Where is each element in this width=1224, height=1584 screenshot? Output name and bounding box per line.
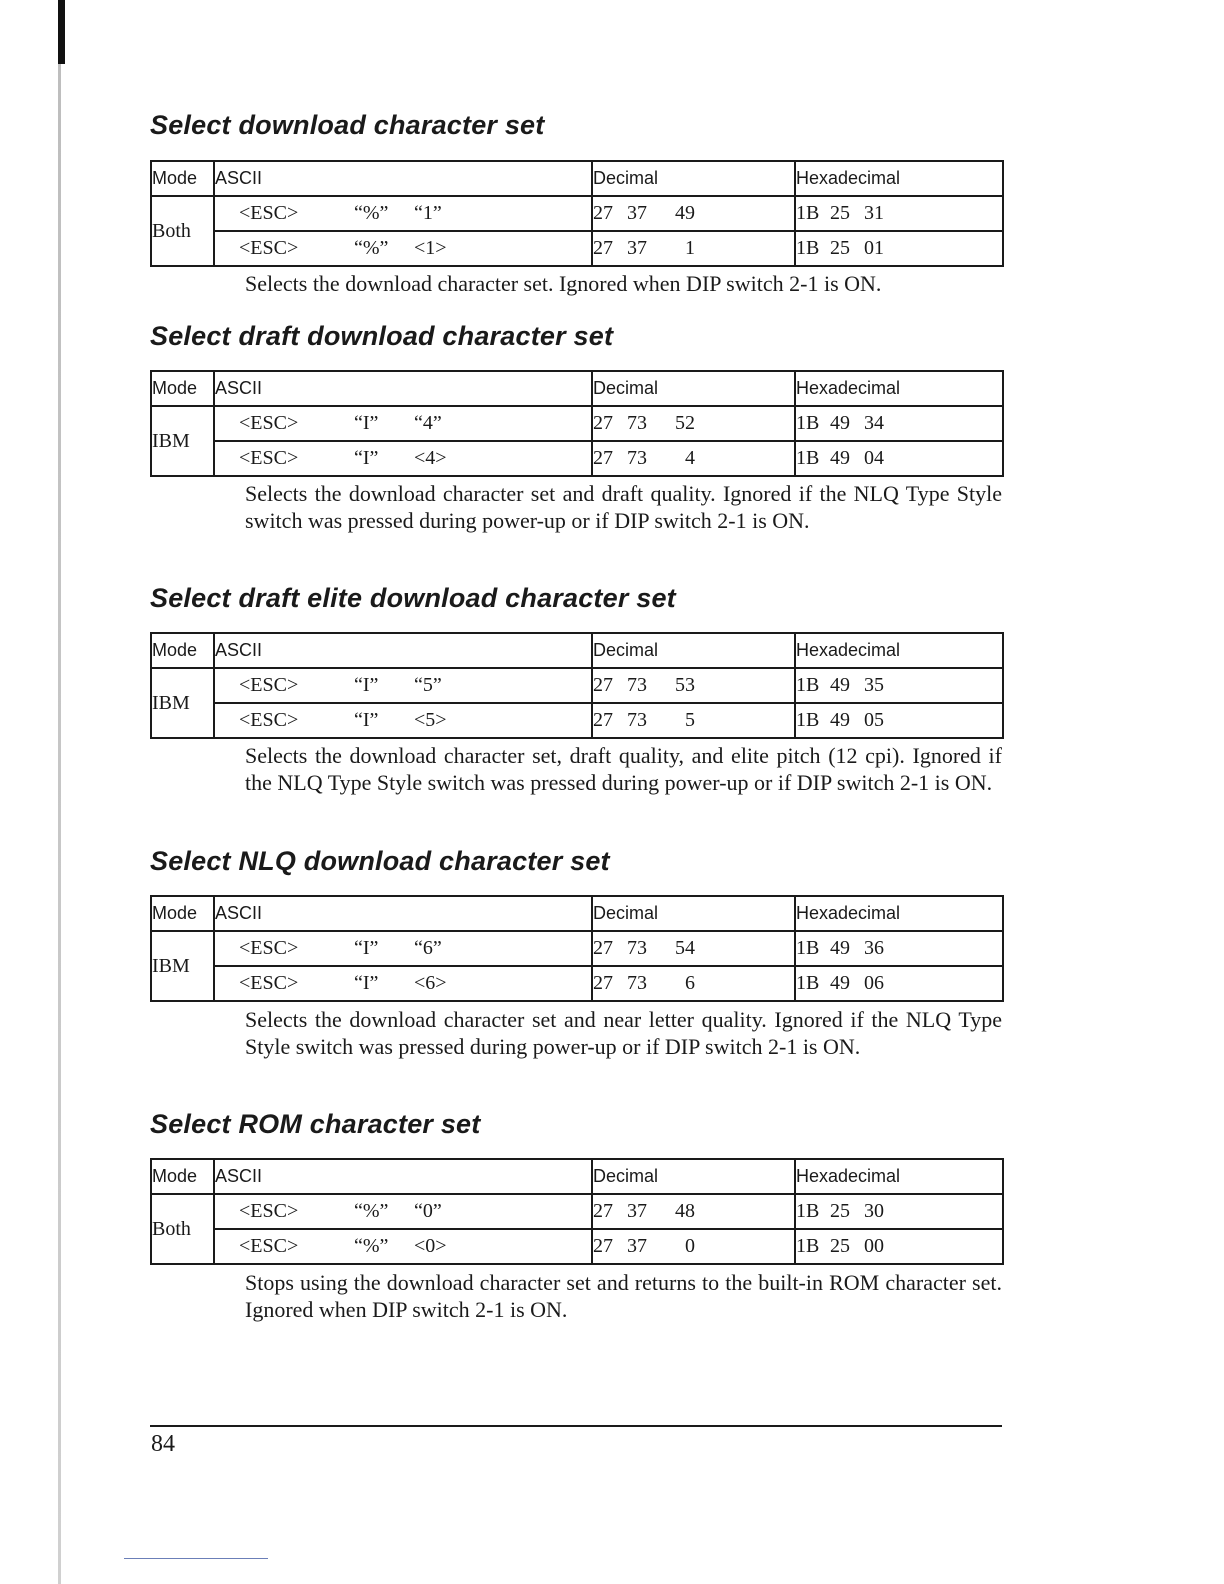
mode-cell: IBM [151,406,214,476]
hex-cell: 1B 49 04 [795,441,1003,476]
header-ascii: ASCII [214,633,592,668]
ascii-cell: <ESC> “%” “1” [214,196,592,231]
decimal-cell: 27 73 4 [592,441,795,476]
header-hex: Hexadecimal [795,633,1003,668]
header-decimal: Decimal [592,371,795,406]
command-table [150,160,1004,267]
ascii-cell: <ESC> “%” “0” [214,1194,592,1229]
section-title: Select download character set [150,110,545,140]
hex-cell: 1B 25 31 [795,196,1003,231]
section-description: Stops using the download character set and returns to the built-in ROM character set. Ignored when DIP switch 2-1 is ON. [245,1270,1002,1322]
header-ascii: ASCII [214,161,592,196]
section-description: Selects the download character set and near letter quality. Ignored if the NLQ Type Style switch was pressed during power-up or if DIP switch 2-1 is ON. [245,1007,1002,1059]
command-table [150,632,1004,739]
header-mode: Mode [151,896,214,931]
mode-cell: IBM [151,931,214,1001]
header-decimal: Decimal [592,1159,795,1194]
decimal-cell: 27 73 54 [592,931,795,966]
header-hex: Hexadecimal [795,896,1003,931]
hex-cell: 1B 25 00 [795,1229,1003,1264]
table-row [151,931,1003,966]
table-row [151,406,1003,441]
mode-cell: Both [151,196,214,266]
table-row [151,196,1003,231]
ascii-cell: <ESC> “%” <1> [214,231,592,266]
header-ascii: ASCII [214,1159,592,1194]
decimal-cell: 27 73 53 [592,668,795,703]
header-hex: Hexadecimal [795,1159,1003,1194]
command-table [150,370,1004,477]
hex-cell: 1B 25 30 [795,1194,1003,1229]
hex-cell: 1B 49 35 [795,668,1003,703]
hex-cell: 1B 49 06 [795,966,1003,1001]
table-header-row [151,896,1003,931]
hex-cell: 1B 49 05 [795,703,1003,738]
section-title: Select NLQ download character set [150,846,610,876]
command-table [150,895,1004,1002]
decimal-cell: 27 73 6 [592,966,795,1001]
header-decimal: Decimal [592,161,795,196]
mode-cell: IBM [151,668,214,738]
binding-edge [58,0,61,1584]
hex-cell: 1B 25 01 [795,231,1003,266]
table-row [151,1194,1003,1229]
section-title: Select ROM character set [150,1109,481,1139]
hex-cell: 1B 49 36 [795,931,1003,966]
decimal-cell: 27 37 48 [592,1194,795,1229]
section-title: Select draft download character set [150,321,614,351]
header-hex: Hexadecimal [795,161,1003,196]
header-mode: Mode [151,633,214,668]
table-header-row [151,161,1003,196]
table-row [151,668,1003,703]
header-hex: Hexadecimal [795,371,1003,406]
ascii-cell: <ESC> “I” “6” [214,931,592,966]
header-mode: Mode [151,161,214,196]
decimal-cell: 27 37 49 [592,196,795,231]
bottom-edge-line [124,1558,268,1559]
hex-cell: 1B 49 34 [795,406,1003,441]
section-description: Selects the download character set, draft quality, and elite pitch (12 cpi). Ignored if the NLQ Type Style switch was pressed during power-up or if DIP switch 2-1 is ON. [245,743,1002,795]
mode-cell: Both [151,1194,214,1264]
command-table [150,1158,1004,1265]
table-row [151,231,1003,266]
ascii-cell: <ESC> “I” <5> [214,703,592,738]
decimal-cell: 27 73 52 [592,406,795,441]
table-row [151,441,1003,476]
table-row [151,966,1003,1001]
section-description: Selects the download character set and draft quality. Ignored if the NLQ Type Style switch was pressed during power-up or if DIP switch 2-1 is ON. [245,481,1002,533]
table-row [151,703,1003,738]
table-header-row [151,1159,1003,1194]
section-title: Select draft elite download character set [150,583,676,613]
header-decimal: Decimal [592,633,795,668]
table-header-row [151,633,1003,668]
ascii-cell: <ESC> “I” <6> [214,966,592,1001]
header-ascii: ASCII [214,896,592,931]
ascii-cell: <ESC> “I” <4> [214,441,592,476]
header-decimal: Decimal [592,896,795,931]
decimal-cell: 27 37 1 [592,231,795,266]
ascii-cell: <ESC> “%” <0> [214,1229,592,1264]
decimal-cell: 27 37 0 [592,1229,795,1264]
header-mode: Mode [151,371,214,406]
page-number: 84 [151,1431,175,1457]
ascii-cell: <ESC> “I” “4” [214,406,592,441]
ascii-cell: <ESC> “I” “5” [214,668,592,703]
binding-mark [58,0,65,64]
table-header-row [151,371,1003,406]
footer-rule [150,1425,1002,1427]
header-ascii: ASCII [214,371,592,406]
decimal-cell: 27 73 5 [592,703,795,738]
table-row [151,1229,1003,1264]
section-description: Selects the download character set. Ignored when DIP switch 2-1 is ON. [245,271,882,296]
header-mode: Mode [151,1159,214,1194]
